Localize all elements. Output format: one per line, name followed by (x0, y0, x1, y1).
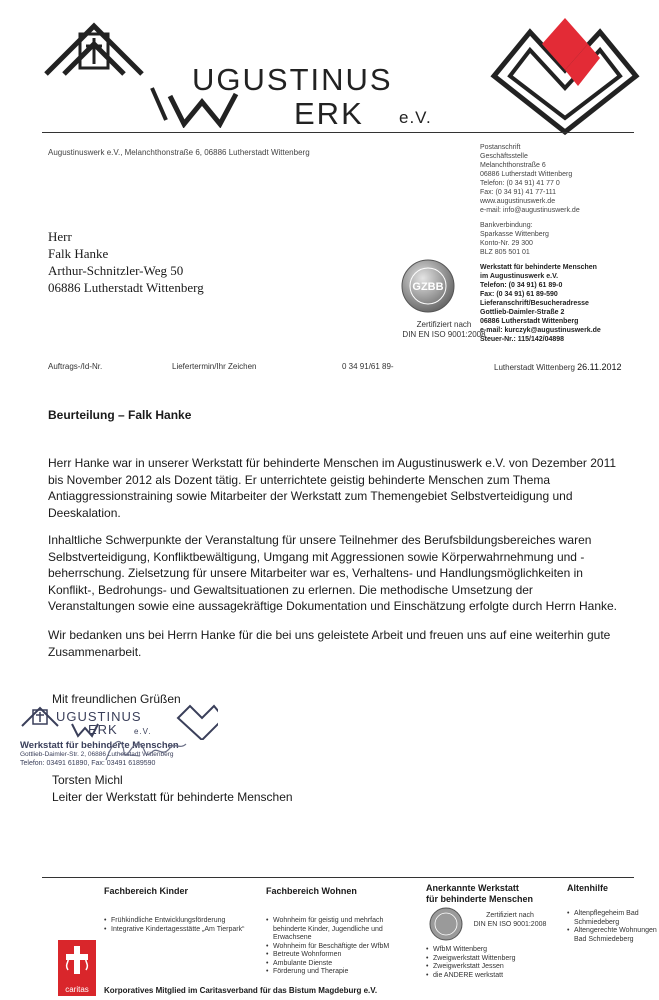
stamp-suffix: e.V. (134, 727, 152, 736)
stamp-line: Telefon: 03491 61890, Fax: 03491 6189590 (20, 760, 156, 767)
caritas-membership: Korporatives Mitglied im Caritasverband für das Bistum Magdeburg e.V. (104, 986, 378, 995)
email-link[interactable]: e-mail: kurczyk@augustinuswerk.de (480, 327, 601, 334)
cert-line: DIN EN ISO 9001:2008 (402, 330, 486, 339)
place: Lutherstadt Wittenberg (494, 363, 575, 372)
contact-line: Melanchthonstraße 6 (480, 162, 546, 169)
signer-block (52, 772, 293, 806)
stamp-line: Werkstatt für behinderte Menschen (20, 740, 179, 751)
footer-item: • WfbM Wittenberg (426, 946, 515, 955)
footer-item: • Förderung und Therapie (266, 968, 416, 977)
footer-altenhilfe (567, 883, 657, 944)
contact-line: Fax: (0 34 91) 41 77-111 (480, 189, 557, 196)
sender-line: Augustinuswerk e.V., Melanchthonstraße 6, 06886 Lutherstadt Wittenberg (48, 148, 310, 157)
contact-line: BLZ 805 501 01 (480, 249, 530, 256)
contact-line: Lieferanschrift/Besucheradresse (480, 300, 589, 307)
footer-item: • Ambulante Dienste (266, 960, 416, 969)
contact-line: Konto-Nr. 29 300 (480, 240, 533, 247)
contact-line: 06886 Lutherstadt Wittenberg (480, 171, 573, 178)
cert-line: Zertifiziert nach (486, 912, 534, 919)
footer-heading-line: Anerkannte Werkstatt (426, 883, 519, 893)
phone-extension: 0 34 91/61 89- (342, 362, 394, 371)
footer-item: • Wohnheim für Beschäftigte der WfbM (266, 943, 416, 952)
contact-line: Telefon: (0 34 91) 41 77 0 (480, 180, 560, 187)
logo-word-werk: ERK (294, 96, 364, 131)
contact-line: Telefon: (0 34 91) 61 89-0 (480, 282, 563, 289)
contact-line: Geschäftsstelle (480, 153, 528, 160)
footer-certification-seal-icon (428, 906, 464, 942)
order-number-label: Auftrags-/Id-Nr. (48, 362, 103, 371)
footer-kinder (104, 886, 254, 934)
signature-image (100, 730, 190, 770)
cert-line: DIN EN ISO 9001:2008 (473, 920, 547, 928)
caritas-label: caritas (65, 985, 89, 994)
footer-wohnen (266, 886, 416, 977)
post-block (480, 143, 650, 215)
contact-line: Gottlieb-Daimler-Straße 2 (480, 309, 565, 316)
letter-subject: Beurteilung – Falk Hanke (48, 408, 192, 422)
contact-line: Werkstatt für behinderte Menschen (480, 264, 597, 271)
augustinuswerk-logo (42, 16, 432, 131)
footer-item: • Zweigwerkstatt Jessen (426, 963, 515, 972)
footer-item: • Betreute Wohnformen (266, 951, 416, 960)
recipient-address (48, 228, 204, 296)
logo-suffix: e.V. (399, 108, 432, 127)
footer-heading: Fachbereich Wohnen (266, 886, 357, 896)
contact-line: Postanschrift (480, 144, 521, 151)
email-link[interactable]: e-mail: info@augustinuswerk.de (480, 207, 580, 214)
header-rule (42, 132, 634, 133)
footer-item: • Zweigwerkstatt Wittenberg (426, 955, 515, 964)
certification-seal-icon (400, 258, 456, 314)
stamp-word-augustinus: UGUSTINUS (56, 709, 142, 724)
footer-werkstatt-list (426, 946, 515, 980)
caritas-flame-cross-icon (58, 940, 96, 982)
contact-line: Steuer-Nr.: 115/142/04898 (480, 336, 565, 343)
stamp-word-werk: ERK (88, 722, 118, 737)
footer-rule (42, 877, 634, 878)
contact-line: im Augustinuswerk e.V. (480, 273, 559, 280)
recipient-line: Arthur-Schnitzler-Weg 50 (48, 263, 184, 278)
footer-heading: Fachbereich Kinder (104, 886, 189, 896)
footer-heading-line: für behinderte Menschen (426, 894, 534, 904)
footer-certification-caption (470, 912, 550, 929)
body-paragraph: Wir bedanken uns bei Herrn Hanke für die bei uns geleistete Arbeit und freuen uns auf eine weiterhin gute Zusammenarbeit. (48, 628, 611, 659)
signer-name: Torsten Michl (52, 773, 123, 787)
contact-column (480, 143, 650, 344)
contact-line: Fax: (0 34 91) 61 89-590 (480, 291, 558, 298)
contact-line: Sparkasse Wittenberg (480, 231, 549, 238)
seal-text: GZBB (412, 281, 444, 293)
bank-block (480, 221, 650, 257)
signer-title: Leiter der Werkstatt für behinderte Menschen (52, 790, 293, 804)
footer-heading (426, 883, 561, 905)
body-paragraph: Herr Hanke war in unserer Werkstatt für behinderte Menschen im Augustinuswerk e.V. von Dezember 2011 bis November 2012 als Dozent tätig. Er unterrichtete geistig behinderte Menschen zum Thema Antiaggressionstraining sowie Mitarbeiter der Werkstatt zum Themengebiet Selbstverteidigung und Deeskalation. (48, 456, 617, 520)
body-paragraph: Inhaltliche Schwerpunkte der Veranstaltung für unsere Teilnehmer des Berufsbildungsbereiches waren Selbstverteidigung, Konfliktbewältigung, Umgang mit Aggressionen sowie Körperwahrnehmung und -beherrschung. Zielsetzung für unsere Mitarbeiter war es, Verhaltens- und Handlungsmöglichkeiten in Konflikt-, Bedrohungs- und Gewaltsituationen zu erlernen. Die methodische Umsetzung der Veranstaltungen sowie eine aussagekräftige Dokumentation und Einschätzung erfolgte durch Herrn Hanke. (48, 533, 618, 613)
recipient-line: 06886 Lutherstadt Wittenberg (48, 280, 204, 295)
stamp-line: Gottlieb-Daimler-Str. 2, 06886 Lutherstadt Wittenberg (20, 751, 174, 758)
footer-item: • Altenpflegeheim Bad Schmiedeberg (567, 910, 657, 927)
certification-caption (394, 320, 494, 340)
letter-date: 26.11.2012 (577, 362, 622, 372)
footer-item: • Altengerechte Wohnungen Bad Schmiedeberg (567, 927, 657, 944)
workshop-block (480, 263, 650, 344)
footer-item: • Integrative Kindertagesstätte „Am Tierpark“ (104, 926, 254, 935)
heart-diamond-icon (490, 14, 640, 136)
footer-item: • Frühkindliche Entwicklungsförderung (104, 917, 254, 926)
caritas-logo (58, 940, 96, 996)
footer-item: • die ANDERE werkstatt (426, 972, 515, 981)
footer-item: • Wohnheim für geistig und mehrfach behinderte Kinder, Jugendliche und Erwachsene (266, 917, 416, 943)
logo-word-augustinus: UGUSTINUS (192, 62, 393, 97)
recipient-line: Falk Hanke (48, 246, 109, 261)
cert-line: Zertifiziert nach (416, 320, 472, 329)
recipient-line: Herr (48, 229, 72, 244)
footer-heading: Altenhilfe (567, 883, 609, 893)
closing-greeting: Mit freundlichen Grüßen (52, 692, 181, 706)
delivery-reference-label: Liefertermin/Ihr Zeichen (172, 362, 257, 371)
website-link[interactable]: www.augustinuswerk.de (480, 198, 556, 205)
place-date (494, 362, 622, 372)
contact-line: Bankverbindung: (480, 222, 533, 229)
contact-line: 06886 Lutherstadt Wittenberg (480, 318, 579, 325)
